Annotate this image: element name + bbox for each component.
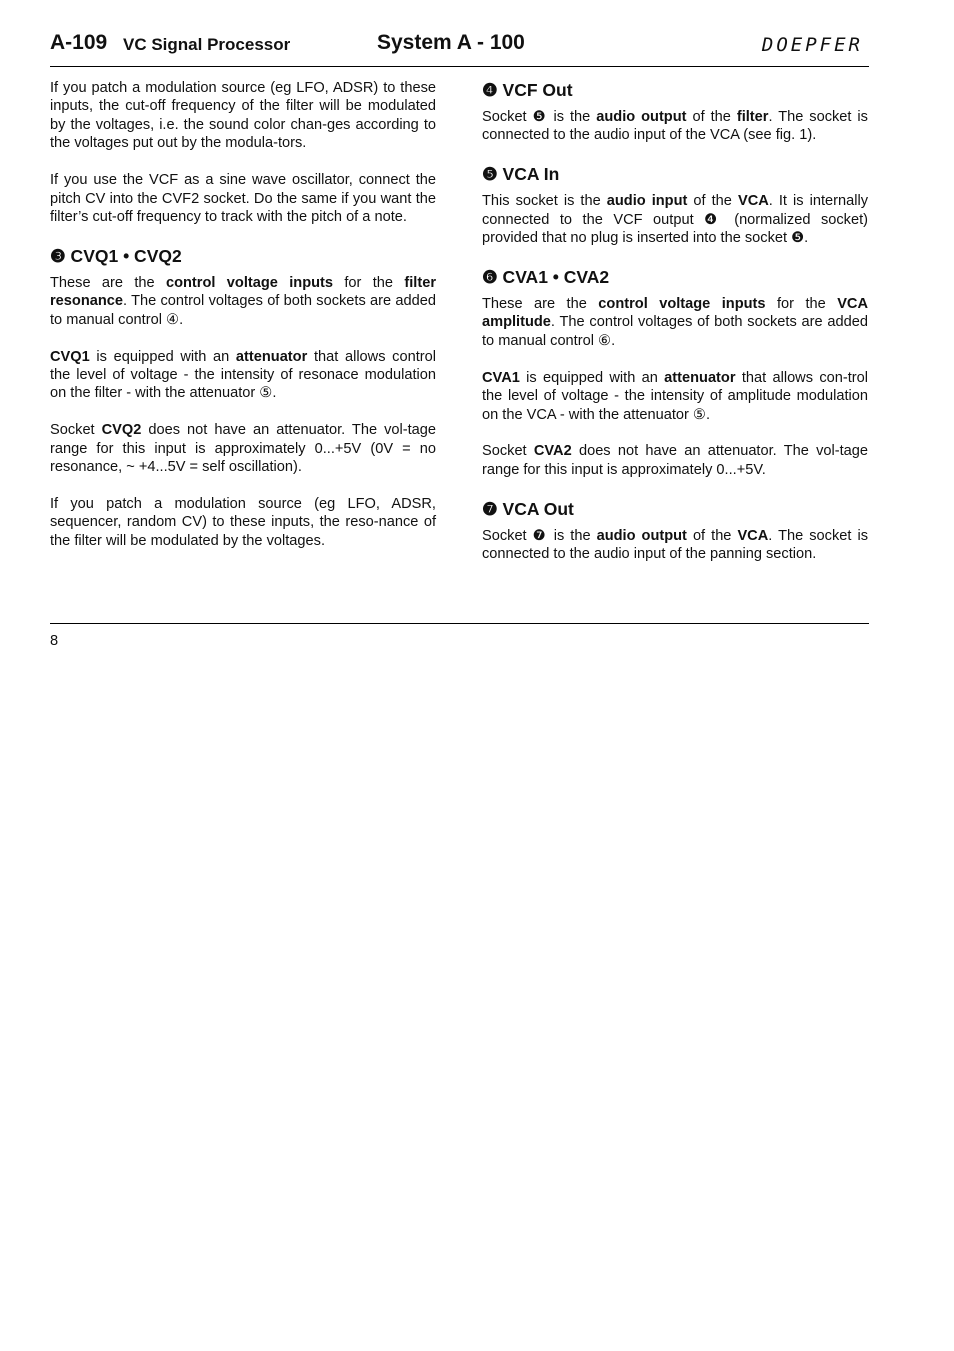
paragraph-resonance-modulation: If you patch a modulation source (eg LFO, ADSR, sequencer, random CV) to these inputs, the reso-nance of the filter will be modulated by the voltages. <box>50 496 436 549</box>
paragraph-cva-inputs: These are the control voltage inputs for the VCA amplitude. The control voltages of both sockets are added to manual control ⑥. <box>482 296 868 349</box>
section-vcf-out <box>482 79 868 145</box>
header-divider <box>50 66 869 67</box>
right-column <box>482 79 868 582</box>
heading-vcf-out: ❹ VCF Out <box>482 80 573 100</box>
section-vca-in <box>482 163 868 247</box>
paragraph-cvq2-socket: Socket CVQ2 does not have an attenuator. The vol-tage range for this input is approximately 0...+5V (0V = no resonance, ~ +4...5V = self oscillation). <box>50 422 437 476</box>
paragraph-vcf-out: Socket ❺ is the audio output of the filter. The socket is connected to the audio input of the VCA (see fig. 1). <box>482 109 868 144</box>
heading-vca-out: ❼ VCA Out <box>482 498 574 519</box>
section-vca-out <box>482 498 868 564</box>
brand-logo: DOEPFER <box>761 34 863 56</box>
page-header <box>50 28 869 62</box>
paragraph-vcf-modulation: If you patch a modulation source (eg LFO, ADSR) to these inputs, the cut-off frequency of the filter will be modulated by the voltages, i.e. the sound color chan-ges according to the voltages put out by the modula-tors. <box>50 80 436 152</box>
heading-vca-in: ❺ VCA In <box>482 164 560 185</box>
paragraph-vca-in: This socket is the audio input of the VCA. It is internally connected to the VCF output ❹ (normalized socket) provided that no plug is inserted into the socket ❺. <box>482 193 869 247</box>
heading-cva: ❻ CVA1 • CVA2 <box>482 267 610 288</box>
module-number: A-109 <box>50 31 108 54</box>
paragraph-sine-oscillator: If you use the VCF as a sine wave oscillator, connect the pitch CV into the CVF2 socket. Do the same if you want the filter’s cut-off frequency to track with the pitch of a note. <box>50 172 436 225</box>
paragraph-cva1-attenuator: CVA1 is equipped with an attenuator that allows con-trol the level of voltage - the intensity of amplitude modulation on the VCA - with the attenuator ⑤. <box>482 369 868 423</box>
paragraph-vca-out: Socket ❼ is the audio output of the VCA. The socket is connected to the audio input of the panning section. <box>482 527 868 563</box>
paragraph-cvq-inputs: These are the control voltage inputs for the filter resonance. The control voltages of both sockets are added to manual control ④. <box>50 274 436 328</box>
section-cvq <box>50 245 436 550</box>
module-name: VC Signal Processor <box>123 35 291 54</box>
section-cva <box>482 266 868 479</box>
page-number: 8 <box>50 633 59 649</box>
system-title: System A - 100 <box>377 31 525 54</box>
paragraph-cvq1-attenuator: CVQ1 is equipped with an attenuator that allows control the level of voltage - the intensity of resonace modulation on the filter - with the attenuator ⑤. <box>50 348 436 402</box>
left-column <box>50 79 436 569</box>
footer-divider <box>50 623 869 624</box>
heading-cvq: ❸ CVQ1 • CVQ2 <box>50 245 182 266</box>
paragraph-cva2-socket: Socket CVA2 does not have an attenuator. The vol-tage range for this input is approximately 0...+5V. <box>482 443 868 478</box>
